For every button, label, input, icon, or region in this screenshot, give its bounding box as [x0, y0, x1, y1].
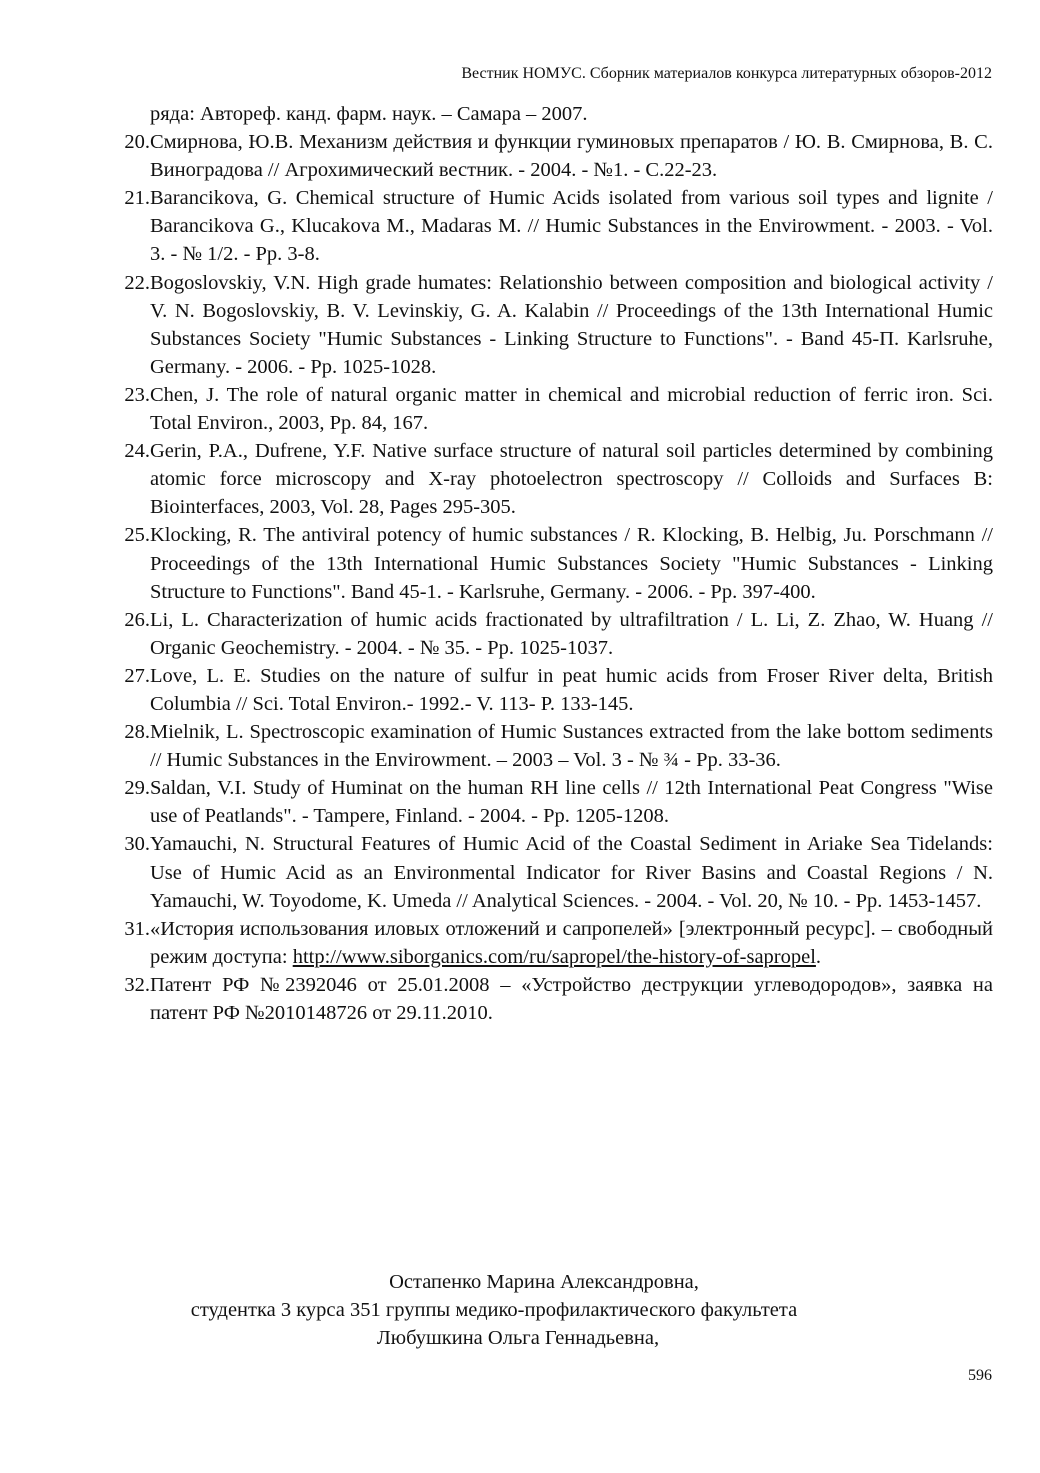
page-number: 596 — [968, 1367, 992, 1384]
reference-number: 31. — [124, 917, 150, 940]
running-header: Вестник НОМУС. Сборник материалов конкурса литературных обзоров-2012 — [461, 65, 992, 82]
reference-text: Love, L. E. Studies on the nature of sulfur in peat humic acids from Froser River delta, British Columbia // Sci. Total Environ.- 1992.- V. 113- P. 133-145. — [150, 664, 993, 715]
reference-item — [124, 381, 993, 437]
reference-item — [124, 521, 993, 605]
reference-number: 21. — [124, 187, 150, 210]
reference-item — [124, 437, 993, 521]
reference-item — [124, 606, 993, 662]
reference-text: Klocking, R. The antiviral potency of humic substances / R. Klocking, B. Helbig, Ju. Porschmann // Proceedings of the 13th International Humic Substances Society "Humic Substances - Linking Structure to Functions". Band 45-1. - Karlsruhe, Germany. - 2006. - Pp. 397-400. — [150, 524, 993, 603]
continuation-line: ряда: Автореф. канд. фарм. наук. – Самара – 2007. — [150, 103, 588, 125]
supervisor-name: Любушкина Ольга Геннадьевна, — [376, 1327, 660, 1350]
reference-text: Gerin, P.A., Dufrene, Y.F. Native surface structure of natural soil particles determined by combining atomic force microscopy and X-ray photoelectron spectroscopy // Colloids and Surfaces B: Biointerfaces, 2003, Vol. 28, Pages 295-305. — [150, 440, 993, 519]
reference-number: 29. — [124, 777, 150, 800]
reference-text: Li, L. Characterization of humic acids fractionated by ultrafiltration / L. Li, Z. Zhao, W. Huang // Organic Geochemistry. - 2004. - № 35. - Pp. 1025-1037. — [150, 608, 993, 659]
reference-number: 27. — [124, 664, 150, 687]
reference-item — [124, 128, 993, 184]
reference-number: 26. — [124, 608, 150, 631]
reference-item — [124, 269, 993, 381]
reference-item-32 — [124, 971, 993, 1027]
reference-link[interactable]: http://www.siborganics.com/ru/sapropel/the-history-of-sapropel — [292, 945, 816, 968]
reference-text: Патент РФ №2392046 от 25.01.2008 – «Устройство деструкции углеводородов», заявка на патент РФ №2010148726 от 29.11.2010. — [150, 973, 993, 1024]
reference-text: Barancikova, G. Chemical structure of Humic Acids isolated from various soil types and lignite / Barancikova G., Klucakova M., Madaras M. // Humic Substances in the Envirowment. - 2003. - Vol. 3. - № 1/2. - Pp. 3-8. — [150, 187, 993, 266]
reference-text: «История использования иловых отложений и сапропелей» [электронный ресурс]. – свободный режим доступа: http://www.siborganics.com/ru/sapropel/the-history-of-sapropel. — [150, 917, 993, 968]
reference-item — [124, 830, 993, 914]
reference-item — [124, 718, 993, 774]
reference-text: Mielnik, L. Spectroscopic examination of Humic Sustances extracted from the lake bottom sediments // Humic Substances in the Envirowment. – 2003 – Vol. 3 - № ¾ - Pp. 33-36. — [150, 721, 993, 772]
reference-item-31 — [124, 915, 993, 971]
reference-text: Смирнова, Ю.В. Механизм действия и функции гуминовых препаратов / Ю. В. Смирнова, В. С. Виноградова // Агрохимический вестник. - 2004. - №1. - С.22-23. — [150, 131, 993, 182]
reference-text: Chen, J. The role of natural organic matter in chemical and microbial reduction of ferric iron. Sci. Total Environ., 2003, Pp. 84, 167. — [150, 383, 993, 435]
reference-item — [124, 184, 993, 268]
reference-item — [124, 662, 993, 718]
reference-number: 22. — [124, 271, 150, 294]
reference-number: 28. — [124, 721, 150, 744]
reference-list — [124, 128, 993, 915]
reference-number: 32. — [124, 973, 150, 996]
reference-item — [124, 774, 993, 830]
author-name: Остапенко Марина Александровна, — [389, 1271, 699, 1293]
author-block — [0, 1268, 1000, 1352]
reference-number: 23. — [124, 383, 150, 406]
references-body — [124, 100, 993, 1027]
reference-number: 30. — [124, 833, 150, 856]
reference-number: 25. — [124, 524, 150, 547]
reference-number: 24. — [124, 440, 150, 463]
reference-text: Bogoslovskiy, V.N. High grade humates: Relationshio between composition and biological activity / V. N. Bogoslovskiy, B. V. Levinskiy, G. A. Kalabin // Proceedings of the 13th International Humic Substances Society "Humic Substances - Linking Structure to Functions". - Band 45-П. Karlsruhe, Germany. - 2006. - Pp. 1025-1028. — [150, 271, 993, 378]
author-affiliation: студентка 3 курса 351 группы медико-профилактического факультета — [190, 1299, 798, 1322]
reference-number: 20. — [124, 131, 150, 154]
reference-text: Saldan, V.I. Study of Huminat on the human RH line cells // 12th International Peat Congress "Wise use of Peatlands". - Tampere, Finland. - 2004. - Pp. 1205-1208. — [150, 777, 993, 828]
reference-text: Yamauchi, N. Structural Features of Humic Acid of the Coastal Sediment in Ariake Sea Tidelands: Use of Humic Acid as an Environmental Indicator for River Basins and Coastal Regions / N. Yamauchi, W. Toyodome, K. Umeda // Analytical Sciences. - 2004. - Vol. 20, № 10. - Pp. 1453-1457. — [150, 833, 993, 912]
